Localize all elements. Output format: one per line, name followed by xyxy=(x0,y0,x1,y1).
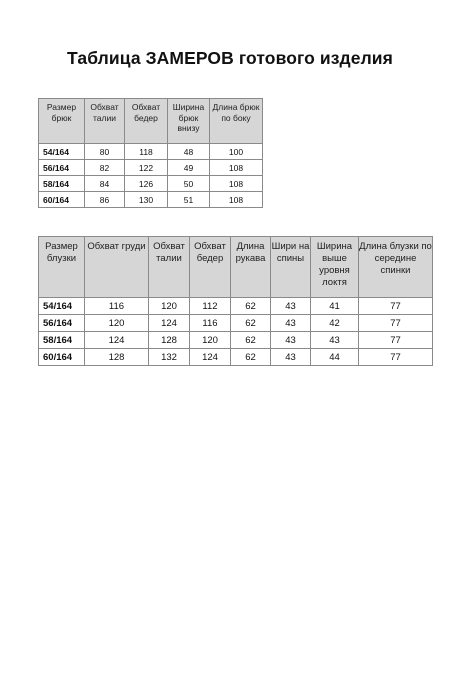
table-cell: 126 xyxy=(125,176,168,192)
table-row xyxy=(39,144,263,160)
table-cell: 43 xyxy=(271,315,311,332)
table-header-row xyxy=(39,99,263,144)
table-cell: 132 xyxy=(149,349,190,366)
table-cell: 86 xyxy=(85,192,125,208)
table-row xyxy=(39,298,433,315)
table-row xyxy=(39,332,433,349)
column-header: Ширина брюк внизу xyxy=(168,99,210,144)
table-cell: 84 xyxy=(85,176,125,192)
table-cell: 108 xyxy=(210,160,263,176)
size-cell: 58/164 xyxy=(39,332,85,349)
column-header: Обхват бедер xyxy=(125,99,168,144)
blouse-measurements-table xyxy=(38,236,433,366)
table-cell: 128 xyxy=(149,332,190,349)
table-cell: 44 xyxy=(311,349,359,366)
table-cell: 50 xyxy=(168,176,210,192)
table-row xyxy=(39,192,263,208)
column-header: Длина рукава xyxy=(231,237,271,298)
column-header: Размер блузки xyxy=(39,237,85,298)
size-cell: 58/164 xyxy=(39,176,85,192)
table-cell: 120 xyxy=(85,315,149,332)
table-cell: 51 xyxy=(168,192,210,208)
size-cell: 60/164 xyxy=(39,349,85,366)
column-header: Длина брюк по боку xyxy=(210,99,263,144)
table-cell: 120 xyxy=(190,332,231,349)
table-cell: 41 xyxy=(311,298,359,315)
table-cell: 116 xyxy=(85,298,149,315)
table-cell: 62 xyxy=(231,332,271,349)
table-cell: 124 xyxy=(85,332,149,349)
column-header: Шири на спины xyxy=(271,237,311,298)
table-cell: 124 xyxy=(190,349,231,366)
table-cell: 128 xyxy=(85,349,149,366)
column-header: Обхват талии xyxy=(149,237,190,298)
column-header: Обхват груди xyxy=(85,237,149,298)
table-cell: 49 xyxy=(168,160,210,176)
size-cell: 54/164 xyxy=(39,298,85,315)
table-cell: 48 xyxy=(168,144,210,160)
column-header: Длина блузки по середине спинки xyxy=(359,237,433,298)
pants-measurements-table xyxy=(38,98,263,208)
column-header: Обхват бедер xyxy=(190,237,231,298)
column-header: Размер брюк xyxy=(39,99,85,144)
size-cell: 54/164 xyxy=(39,144,85,160)
size-cell: 60/164 xyxy=(39,192,85,208)
table-cell: 108 xyxy=(210,176,263,192)
table-cell: 77 xyxy=(359,349,433,366)
table-cell: 43 xyxy=(271,349,311,366)
table-row xyxy=(39,349,433,366)
table-cell: 62 xyxy=(231,315,271,332)
table-cell: 82 xyxy=(85,160,125,176)
table-cell: 130 xyxy=(125,192,168,208)
table-cell: 42 xyxy=(311,315,359,332)
table-cell: 62 xyxy=(231,298,271,315)
table-cell: 43 xyxy=(271,298,311,315)
size-cell: 56/164 xyxy=(39,315,85,332)
table-row xyxy=(39,160,263,176)
table-cell: 100 xyxy=(210,144,263,160)
table-cell: 43 xyxy=(311,332,359,349)
table-cell: 77 xyxy=(359,332,433,349)
page-title: Таблица ЗАМЕРОВ готового изделия xyxy=(67,48,393,68)
table-cell: 77 xyxy=(359,298,433,315)
table-cell: 118 xyxy=(125,144,168,160)
table-cell: 120 xyxy=(149,298,190,315)
table-header-row xyxy=(39,237,433,298)
table-row xyxy=(39,176,263,192)
table-cell: 112 xyxy=(190,298,231,315)
column-header: Ширина выше уровня локтя xyxy=(311,237,359,298)
table-cell: 122 xyxy=(125,160,168,176)
column-header: Обхват талии xyxy=(85,99,125,144)
table-cell: 80 xyxy=(85,144,125,160)
table-cell: 62 xyxy=(231,349,271,366)
table-row xyxy=(39,315,433,332)
table-cell: 108 xyxy=(210,192,263,208)
table-cell: 77 xyxy=(359,315,433,332)
table-cell: 43 xyxy=(271,332,311,349)
size-cell: 56/164 xyxy=(39,160,85,176)
table-cell: 116 xyxy=(190,315,231,332)
table-cell: 124 xyxy=(149,315,190,332)
